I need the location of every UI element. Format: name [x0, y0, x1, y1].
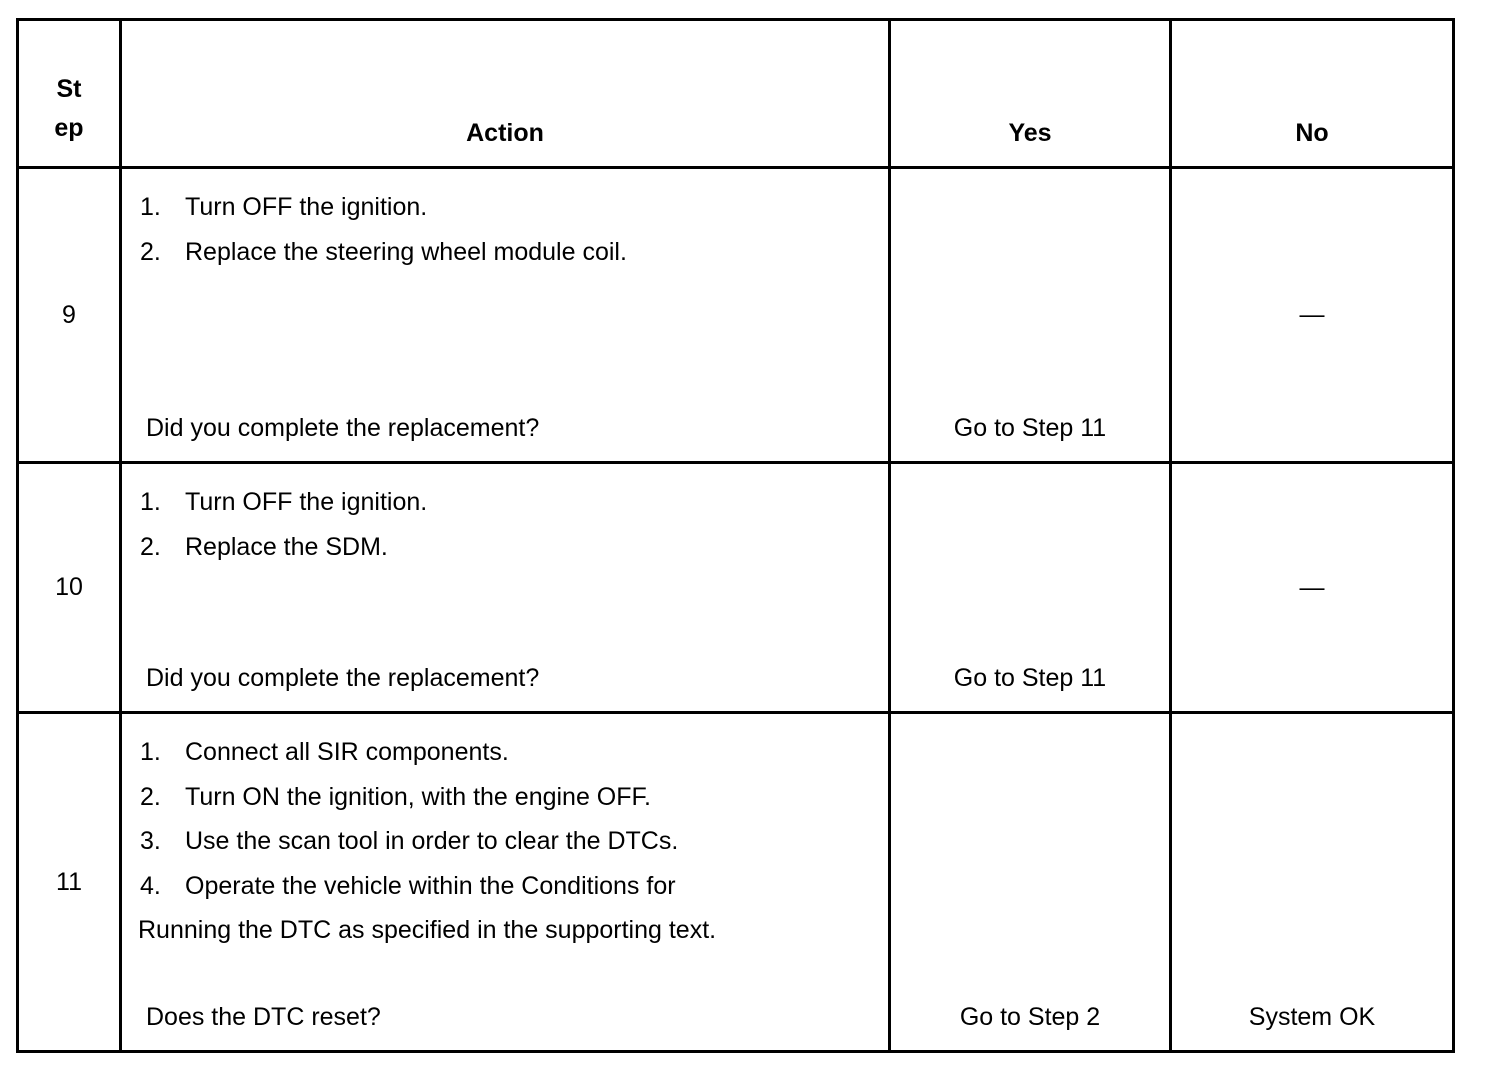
yes-outcome: Go to Step 11: [953, 664, 1107, 692]
list-item: [140, 779, 888, 824]
step-number: 9: [18, 168, 121, 463]
item-text: Replace the SDM.: [185, 532, 388, 561]
item-number: 4.: [140, 872, 161, 901]
question-text: Did you complete the replacement?: [146, 664, 540, 692]
action-cell: [121, 713, 890, 1052]
action-cell: [121, 168, 890, 463]
step-header-line2: ep: [54, 114, 84, 142]
action-list: [122, 714, 888, 913]
item-number: 1.: [140, 488, 161, 516]
table-row: [18, 713, 1454, 1052]
list-item: [140, 529, 888, 574]
item-text: Use the scan tool in order to clear the DTCs.: [185, 827, 679, 856]
yes-cell: [890, 168, 1171, 463]
no-cell: [1171, 168, 1454, 463]
action-list: [122, 169, 888, 278]
item-text: Replace the steering wheel module coil.: [185, 237, 627, 266]
item-number: 2.: [140, 532, 161, 561]
list-item: [140, 484, 888, 529]
item-number: 2.: [140, 237, 161, 266]
yes-header: Yes: [890, 20, 1171, 168]
table-row: [18, 168, 1454, 463]
yes-outcome: Go to Step 2: [959, 1003, 1101, 1031]
no-outcome-dash: —: [1299, 300, 1325, 329]
action-continuation: Running the DTC as specified in the supporting text.: [138, 915, 717, 944]
item-text: Turn OFF the ignition.: [185, 193, 428, 221]
table-row: [18, 463, 1454, 713]
diagnostic-table: [16, 18, 1455, 1053]
step-header-line1: St: [56, 75, 82, 103]
action-list: [122, 464, 888, 573]
list-item: [140, 734, 888, 779]
no-outcome-dash: —: [1299, 573, 1325, 601]
question-text: Did you complete the replacement?: [146, 414, 540, 442]
yes-cell: [890, 713, 1171, 1052]
item-text: Turn OFF the ignition.: [185, 488, 428, 516]
item-number: 2.: [140, 782, 161, 811]
yes-cell: [890, 463, 1171, 713]
list-item: [140, 189, 888, 234]
item-number: 1.: [140, 193, 161, 221]
no-header: No: [1171, 20, 1454, 168]
step-number: 11: [18, 713, 121, 1052]
list-item: [140, 823, 888, 868]
no-outcome: System OK: [1248, 1003, 1376, 1031]
list-item: [140, 868, 888, 913]
item-number: 3.: [140, 827, 161, 856]
action-header: Action: [121, 20, 890, 168]
step-header: [18, 20, 121, 168]
question-text: Does the DTC reset?: [146, 1003, 381, 1031]
item-text: Connect all SIR components.: [185, 738, 509, 766]
action-cell: [121, 463, 890, 713]
item-text: Turn ON the ignition, with the engine OFF.: [185, 782, 651, 811]
no-cell: [1171, 713, 1454, 1052]
no-cell: [1171, 463, 1454, 713]
header-row: [18, 20, 1454, 168]
step-number: 10: [18, 463, 121, 713]
item-text: Operate the vehicle within the Conditions for: [185, 872, 676, 901]
yes-outcome: Go to Step 11: [953, 414, 1107, 442]
item-number: 1.: [140, 738, 161, 766]
list-item: [140, 234, 888, 279]
